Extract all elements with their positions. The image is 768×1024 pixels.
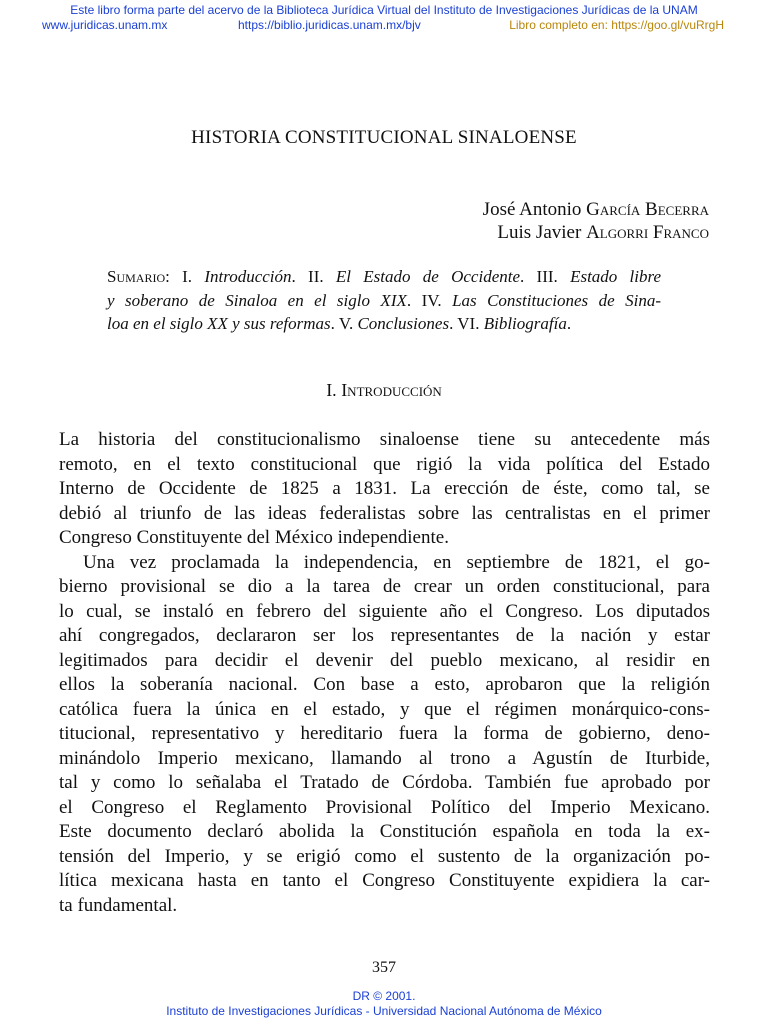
paragraph-2-line: titucional, representativo y hereditario fuera la forma de gobierno, deno- (59, 723, 710, 744)
paragraph-1-line: Interno de Occidente de 1825 a 1831. La erección de éste, como tal, se (59, 478, 710, 499)
link-full-book[interactable]: Libro completo en: https://goo.gl/vuRrgH (509, 18, 724, 32)
author-1-last-name: García Becerra (586, 199, 709, 220)
author-1-first-name: José Antonio (482, 199, 582, 220)
summary-line: y soberano de Sinaloa en el siglo XIX. IV. Las Constituciones de Sina- (107, 290, 662, 310)
summary-item-num: II. (308, 267, 324, 286)
paragraph-2-line: bierno provisional se dio a la tarea de crear un orden constitucional, para (59, 576, 710, 597)
author-2-last-name: Algorri Franco (586, 222, 709, 243)
summary-item-num: III. (536, 267, 558, 286)
link-biblio[interactable]: https://biblio.juridicas.unam.mx/bjv (238, 18, 421, 32)
page-number: 357 (372, 959, 396, 976)
author-1 (483, 198, 709, 221)
summary-item-4b: loa en el siglo XX y sus reformas (107, 314, 331, 333)
paragraph-2-line: ahí congregados, declararon ser los representantes de la nación y estar (59, 625, 710, 646)
summary-item-3a: Estado libre (570, 267, 662, 286)
paragraph-2-line: legitimados para decidir el devenir del pueblo mexicano, al residir en (59, 649, 710, 671)
summary-block (107, 265, 661, 336)
paragraph-2-line: lítica mexicana hasta en tanto el Congreso Constituyente expidiera la car- (59, 870, 710, 891)
summary-item-num: VI. (457, 314, 480, 333)
summary-item-num: IV. (421, 290, 442, 310)
paragraph-2-line: ellos la soberanía nacional. Con base a esto, aprobaron que la religión (59, 674, 710, 695)
paragraph-2-line: tal y como lo señalaba el Tratado de Córdoba. También fue aprobado por (59, 772, 710, 793)
chapter-title: HISTORIA CONSTITUCIONAL SINALOENSE (191, 127, 577, 148)
footer (0, 989, 768, 1019)
summary-item-num: V. (338, 314, 354, 333)
section-title: Introducción (341, 380, 442, 400)
summary-item-num: I. (182, 267, 193, 286)
summary-item-5: Conclusiones (357, 314, 450, 333)
paragraph-1-line: remoto, en el texto constitucional que rigió la vida política del Estado (59, 453, 710, 475)
author-2-first-name: Luis Javier (497, 222, 582, 243)
paragraph-2-line: ta fundamental. (59, 894, 178, 916)
paragraph-2-line: católica fuera la única en el estado, y que el régimen monárquico-cons- (59, 698, 710, 720)
header-banner (0, 3, 768, 33)
banner-links (0, 18, 768, 33)
footer-copyright: DR © 2001. (352, 989, 416, 1003)
paragraph-2-line: Este documento declaró abolida la Constitución española en toda la ex- (59, 821, 710, 842)
paragraph-2-line: minándolo Imperio mexicano, llamando al trono a Agustín de Iturbide, (59, 747, 710, 769)
paragraph-2-line: el Congreso el Reglamento Provisional Político del Imperio Mexicano. (59, 796, 710, 818)
paragraph-2-line: Una vez proclamada la independencia, en septiembre de 1821, el go- (83, 551, 710, 573)
summary-item-2: El Estado de Occidente (335, 267, 521, 286)
summary-item-3b: y soberano de Sinaloa en el siglo XIX (107, 290, 407, 310)
summary-line: loa en el siglo XX y sus reformas. V. Conclusiones. VI. Bibliografía. (107, 314, 572, 333)
summary-line: Sumario: I. Introducción. II. El Estado de Occidente. III. Estado libre (107, 267, 662, 286)
summary-label: Sumario (107, 267, 166, 286)
author-2 (483, 221, 709, 244)
body-text (59, 428, 710, 918)
summary-item-6: Bibliografía (483, 314, 567, 333)
authors-block (483, 198, 709, 244)
summary-item-1: Introducción (204, 267, 292, 286)
paragraph-2-line: tensión del Imperio, y se erigió como el sustento de la organización po- (59, 845, 710, 867)
paragraph-1-line: Congreso Constituyente del México independiente. (59, 527, 449, 548)
section-heading (0, 380, 768, 401)
banner-notice: Este libro forma parte del acervo de la Biblioteca Jurídica Virtual del Instituto de Investigaciones Jurídicas de la UNAM (70, 3, 698, 17)
paragraph-1-line: debió al triunfo de las ideas federalistas sobre las centralistas en el primer (59, 502, 710, 524)
link-juridicas[interactable]: www.juridicas.unam.mx (42, 18, 168, 32)
paragraph-1-line: La historia del constitucionalismo sinaloense tiene su antecedente más (59, 429, 710, 450)
footer-institution: Instituto de Investigaciones Jurídicas - Universidad Nacional Autónoma de México (166, 1004, 602, 1018)
summary-item-4a: Las Constituciones de Sina- (452, 290, 662, 310)
section-number: I. (326, 380, 337, 400)
paragraph-2-line: lo cual, se instaló en febrero del siguiente año el Congreso. Los diputados (59, 600, 710, 622)
